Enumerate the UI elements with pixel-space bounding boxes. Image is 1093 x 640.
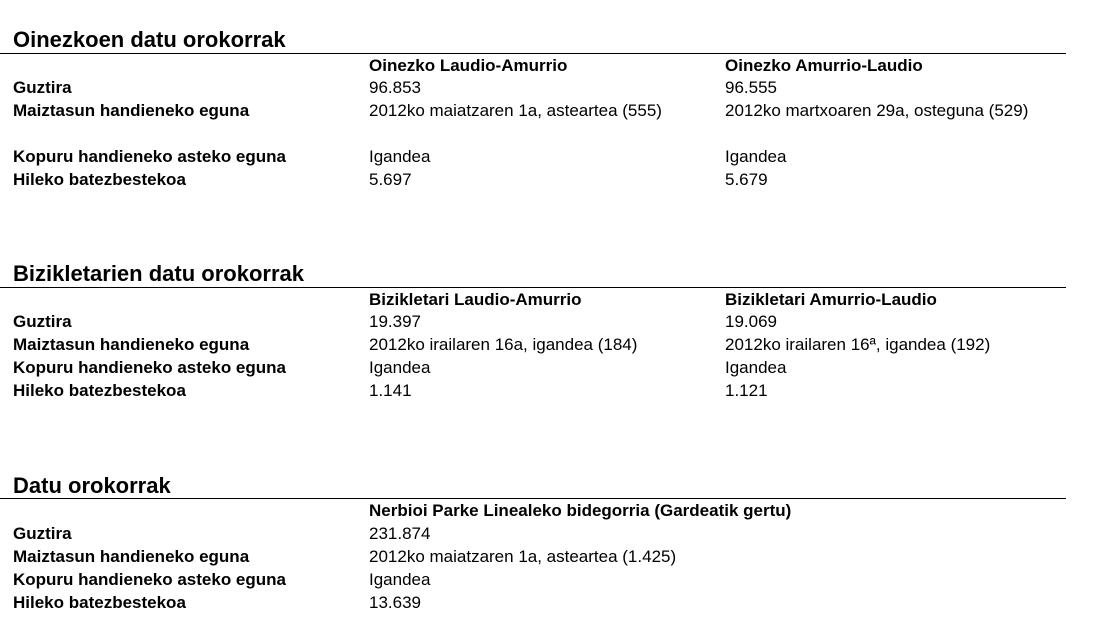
- column-header: Oinezko Amurrio-Laudio: [725, 56, 923, 75]
- row-value: Igandea: [725, 358, 787, 377]
- row-label: Maiztasun handieneko eguna: [13, 101, 250, 120]
- column-header: Bizikletari Amurrio-Laudio: [725, 290, 937, 309]
- row-label: Guztira: [13, 524, 72, 543]
- column-header: Oinezko Laudio-Amurrio: [369, 56, 568, 75]
- row-value: 5.697: [369, 170, 412, 189]
- row-value: 96.555: [725, 78, 777, 97]
- column-header: Nerbioi Parke Linealeko bidegorria (Gardeatik gertu): [369, 501, 792, 520]
- row-value: 5.679: [725, 170, 768, 189]
- row-label: Hileko batezbestekoa: [13, 381, 186, 400]
- row-label: Maiztasun handieneko eguna: [13, 335, 250, 354]
- row-value: 1.141: [369, 381, 412, 400]
- row-value: 2012ko martxoaren 29a, osteguna (529): [725, 101, 1029, 120]
- row-value: 2012ko irailaren 16ª, igandea (192): [725, 335, 991, 354]
- row-value: 2012ko maiatzaren 1a, asteartea (555): [369, 101, 662, 120]
- row-value: 19.397: [369, 312, 421, 331]
- row-label: Kopuru handieneko asteko eguna: [13, 570, 286, 589]
- row-value: Igandea: [369, 570, 431, 589]
- row-label: Kopuru handieneko asteko eguna: [13, 147, 286, 166]
- row-value: 13.639: [369, 593, 421, 612]
- row-label: Guztira: [13, 78, 72, 97]
- section-divider: [0, 53, 1066, 54]
- column-header: Bizikletari Laudio-Amurrio: [369, 290, 582, 309]
- row-value: 96.853: [369, 78, 421, 97]
- row-label: Guztira: [13, 312, 72, 331]
- section-divider: [0, 498, 1066, 499]
- row-label: Hileko batezbestekoa: [13, 593, 186, 612]
- section-title: Oinezkoen datu orokorrak: [13, 27, 286, 52]
- row-value: 231.874: [369, 524, 431, 543]
- row-value: 19.069: [725, 312, 777, 331]
- section-divider: [0, 287, 1066, 288]
- row-value: Igandea: [369, 147, 431, 166]
- row-label: Maiztasun handieneko eguna: [13, 547, 250, 566]
- row-label: Hileko batezbestekoa: [13, 170, 186, 189]
- row-value: 2012ko irailaren 16a, igandea (184): [369, 335, 638, 354]
- section-title: Bizikletarien datu orokorrak: [13, 261, 304, 286]
- row-value: 2012ko maiatzaren 1a, asteartea (1.425): [369, 547, 677, 566]
- row-value: Igandea: [725, 147, 787, 166]
- section-title: Datu orokorrak: [13, 473, 171, 498]
- row-label: Kopuru handieneko asteko eguna: [13, 358, 286, 377]
- row-value: 1.121: [725, 381, 768, 400]
- row-value: Igandea: [369, 358, 431, 377]
